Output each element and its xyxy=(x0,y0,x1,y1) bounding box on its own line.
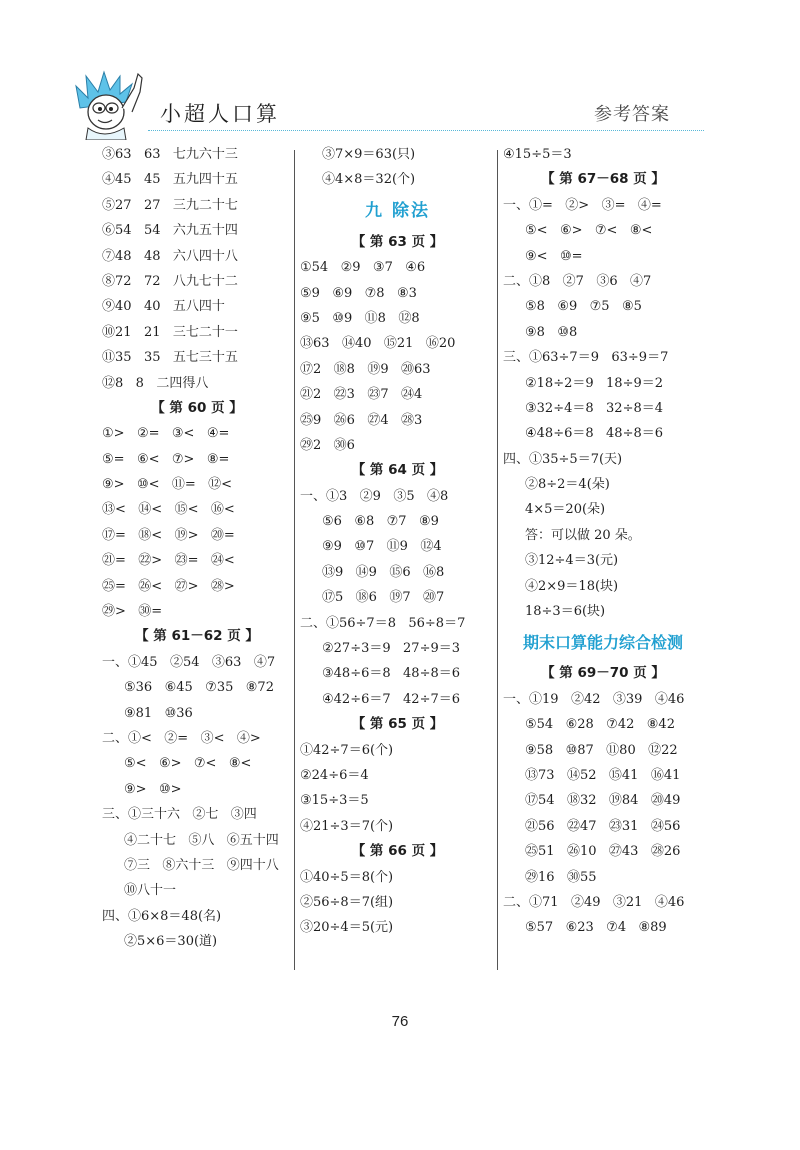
answer-line: 四、①35÷5＝7(天) xyxy=(503,451,623,467)
answer-line: 二、①< ②= ③< ④> xyxy=(102,730,261,746)
answer-line: ①42÷7＝6(个) xyxy=(300,742,394,758)
answer-line: ②24÷6＝4 xyxy=(300,767,369,783)
answer-line: ③15÷3＝5 xyxy=(300,793,369,809)
answer-line: ⑪35 35 五七三十五 xyxy=(102,350,238,366)
answer-line: ㉙> ㉚= xyxy=(102,604,163,620)
answer-line: ⑬63 ⑭40 ⑮21 ⑯20 xyxy=(300,336,456,352)
answer-line: ⑤< ⑥> ⑦< ⑧< xyxy=(525,223,653,239)
answer-line: 答：可以做 20 朵。 xyxy=(525,527,641,543)
answer-line: ⑨58 ⑩87 ⑪80 ⑫22 xyxy=(525,742,678,758)
answer-line: ⑰2 ⑱8 ⑲9 ⑳63 xyxy=(300,361,431,377)
answer-line: ㉑= ㉒> ㉓= ㉔< xyxy=(102,553,235,569)
answer-line: ③7×9＝63(只) xyxy=(322,147,416,162)
header-rule xyxy=(148,130,704,131)
chapter-title: 九 除法 xyxy=(365,200,430,221)
answer-line: 二、①56÷7＝8 56÷8＝7 xyxy=(300,615,466,631)
section-heading: 【 第 69－70 页 】 xyxy=(541,665,665,682)
chapter-title: 期末口算能力综合检测 xyxy=(522,633,683,653)
section-heading: 【 第 61－62 页 】 xyxy=(135,628,259,645)
answer-line: ⑤57 ⑥23 ⑦4 ⑧89 xyxy=(525,920,667,936)
answer-line: 一、①19 ②42 ③39 ④46 xyxy=(503,691,685,707)
column-divider xyxy=(294,150,295,970)
answer-line: ②27÷3＝9 27÷9＝3 xyxy=(322,641,461,657)
answer-line: 4×5＝20(朵) xyxy=(525,502,606,518)
section-heading: 【 第 63 页 】 xyxy=(351,233,444,250)
answer-line: 18÷3＝6(块) xyxy=(525,604,606,620)
answer-line: ⑨8 ⑩8 xyxy=(525,324,578,340)
answer-line: ④48÷6＝8 48÷8＝6 xyxy=(525,426,664,442)
section-heading: 【 第 67－68 页 】 xyxy=(541,171,665,188)
answer-line: ⑤54 ⑥28 ⑦42 ⑧42 xyxy=(525,717,675,733)
answer-column-3 xyxy=(503,142,703,941)
page-header xyxy=(0,0,800,140)
answer-line: 一、①3 ②9 ③5 ④8 xyxy=(300,488,449,504)
mascot-icon xyxy=(74,68,154,140)
answer-line: ⑬73 ⑭52 ⑮41 ⑯41 xyxy=(525,767,681,783)
answer-line: ⑧72 72 八九七十二 xyxy=(102,273,238,289)
answer-line: ⑰= ⑱< ⑲> ⑳= xyxy=(102,527,235,543)
answer-line: 二、①71 ②49 ③21 ④46 xyxy=(503,894,685,910)
answer-line: ⑩21 21 三七二十一 xyxy=(102,324,238,340)
answer-line: ④二十七 ⑤八 ⑥五十四 xyxy=(124,832,279,848)
answer-line: ⑬< ⑭< ⑮< ⑯< xyxy=(102,502,235,518)
answer-line: ②5×6＝30(道) xyxy=(124,934,218,950)
answer-line: 三、①63÷7＝9 63÷9＝7 xyxy=(503,350,669,366)
answer-line: ①54 ②9 ③7 ④6 xyxy=(300,260,426,276)
answer-line: ③63 63 七九六十三 xyxy=(102,147,238,162)
answer-line: 三、①三十六 ②七 ③四 xyxy=(102,807,257,823)
page-number: 76 xyxy=(391,1013,409,1030)
answer-line: ③48÷6＝8 48÷8＝6 xyxy=(322,666,461,682)
answer-line: ⑦三 ⑧六十三 ⑨四十八 xyxy=(124,857,279,873)
section-heading: 【 第 66 页 】 xyxy=(351,843,444,860)
answer-line: ⑫8 8 二四得八 xyxy=(102,375,209,391)
section-heading: 【 第 60 页 】 xyxy=(151,399,243,416)
answer-line: ①40÷5＝8(个) xyxy=(300,869,394,885)
answer-line: ④45 45 五九四十五 xyxy=(102,172,238,188)
answer-line: ②8÷2＝4(朵) xyxy=(525,477,610,493)
brand-title: 小超人口算 xyxy=(160,102,280,126)
answer-line: ④21÷3＝7(个) xyxy=(300,818,394,834)
column-divider xyxy=(497,150,498,970)
answer-line: 二、①8 ②7 ③6 ④7 xyxy=(503,273,652,289)
answer-line: 一、①= ②> ③= ④= xyxy=(503,197,662,213)
answer-line: ⑨9 ⑩7 ⑪9 ⑫4 xyxy=(322,539,442,555)
answer-line: 一、①45 ②54 ③63 ④7 xyxy=(102,654,276,670)
answer-line: ⑥54 54 六九五十四 xyxy=(102,223,238,239)
answer-line: ⑬9 ⑭9 ⑮6 ⑯8 xyxy=(322,564,445,580)
answer-line: ③12÷4＝3(元) xyxy=(525,553,619,569)
answer-line: ㉕9 ㉖6 ㉗4 ㉘3 xyxy=(300,412,423,428)
answer-line: ④42÷6＝7 42÷7＝6 xyxy=(322,691,461,707)
answer-line: ㉕= ㉖< ㉗> ㉘> xyxy=(102,578,235,594)
answer-line: ⑤36 ⑥45 ⑦35 ⑧72 xyxy=(124,680,274,696)
answer-line: ㉙2 ㉚6 xyxy=(300,437,355,453)
section-heading: 【 第 65 页 】 xyxy=(351,716,444,733)
answer-line: ⑨> ⑩> xyxy=(124,781,182,797)
answer-line: ⑤6 ⑥8 ⑦7 ⑧9 xyxy=(322,514,439,530)
answer-line: ㉑56 ㉒47 ㉓31 ㉔56 xyxy=(525,818,681,834)
answer-line: ⑨40 40 五八四十 xyxy=(102,299,225,315)
answer-line: ⑤= ⑥< ⑦> ⑧= xyxy=(102,451,230,467)
answer-line: ⑦48 48 六八四十八 xyxy=(102,248,238,264)
answer-column-2 xyxy=(300,142,495,941)
answer-column-1 xyxy=(102,142,292,955)
answer-line: ⑤8 ⑥9 ⑦5 ⑧5 xyxy=(525,299,642,315)
answer-line: ⑨< ⑩= xyxy=(525,248,583,264)
answer-line: ⑨81 ⑩36 xyxy=(124,705,193,721)
answer-line: ⑤9 ⑥9 ⑦8 ⑧3 xyxy=(300,285,417,301)
answer-line: ④2×9＝18(块) xyxy=(525,578,619,594)
section-heading: 【 第 64 页 】 xyxy=(351,462,444,479)
answer-line: ③20÷4＝5(元) xyxy=(300,920,394,936)
answer-line: ⑤27 27 三九二十七 xyxy=(102,197,238,213)
answer-line: ⑤< ⑥> ⑦< ⑧< xyxy=(124,756,252,772)
answer-line: ③32÷4＝8 32÷8＝4 xyxy=(525,400,664,416)
answer-line: ⑨5 ⑩9 ⑪8 ⑫8 xyxy=(300,310,420,326)
answer-line: ㉙16 ㉚55 xyxy=(525,869,597,885)
answer-line: ②56÷8＝7(组) xyxy=(300,894,394,910)
answer-line: ①> ②= ③< ④= xyxy=(102,426,230,442)
answer-line: 四、①6×8＝48(名) xyxy=(102,908,222,924)
answer-line: ㉑2 ㉒3 ㉓7 ㉔4 xyxy=(300,387,423,403)
answer-line: ㉕51 ㉖10 ㉗43 ㉘26 xyxy=(525,844,681,860)
answer-line: ④4×8＝32(个) xyxy=(322,172,416,188)
answer-line: ⑰5 ⑱6 ⑲7 ⑳7 xyxy=(322,590,445,606)
answer-line: ⑩八十一 xyxy=(124,883,177,899)
answer-line: ⑰54 ⑱32 ⑲84 ⑳49 xyxy=(525,793,681,809)
section-title: 参考答案 xyxy=(594,104,670,125)
answer-line: ⑨> ⑩< ⑪= ⑫< xyxy=(102,477,233,493)
answer-line: ④15÷5＝3 xyxy=(503,147,572,162)
answer-line: ②18÷2＝9 18÷9＝2 xyxy=(525,375,664,391)
